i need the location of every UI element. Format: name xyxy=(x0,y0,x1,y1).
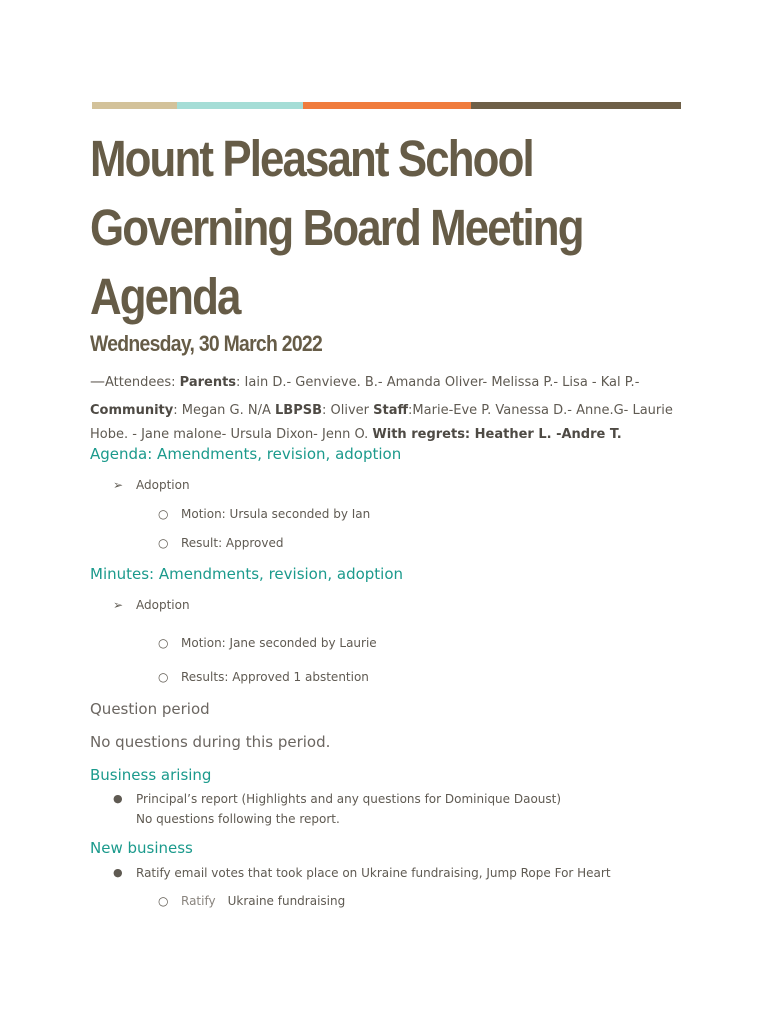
staff-label: Staff xyxy=(373,403,409,418)
attendees-dash: — xyxy=(90,372,105,390)
agenda-item-adoption: Adoption xyxy=(136,478,190,492)
question-period-heading: Question period xyxy=(90,700,210,718)
community-label: Community xyxy=(90,403,174,418)
attendees-prefix: Attendees: xyxy=(105,375,180,390)
staff-names: :Marie-Eve P. Vanessa D.- Anne.G- Laurie xyxy=(408,403,673,418)
bullet-icon: ● xyxy=(113,866,123,879)
staff-names-continued: Hobe. - Jane malone- Ursula Dixon- Jenn O. xyxy=(90,427,373,442)
arrow-bullet-icon: ➢ xyxy=(113,598,124,612)
minutes-heading: Minutes: Amendments, revision, adoption xyxy=(90,565,404,583)
ratify-label: Ratify xyxy=(181,894,216,908)
strip-segment-orange xyxy=(303,102,471,109)
business-arising-heading: Business arising xyxy=(90,766,212,784)
circle-bullet-icon: ○ xyxy=(158,670,169,684)
lbpsb-names: : Oliver xyxy=(322,403,374,418)
arrow-bullet-icon: ➢ xyxy=(113,478,124,492)
minutes-result: Results: Approved 1 abstention xyxy=(181,670,369,684)
title-line-3: Agenda xyxy=(90,268,240,325)
community-names: : Megan G. N/A xyxy=(173,403,276,418)
title-line-2: Governing Board Meeting xyxy=(90,199,583,256)
circle-bullet-icon: ○ xyxy=(158,636,169,650)
new-business-heading: New business xyxy=(90,839,193,857)
ratify-text: Ukraine fundraising xyxy=(227,894,346,908)
bullet-icon: ● xyxy=(113,792,123,805)
circle-bullet-icon: ○ xyxy=(158,894,169,908)
principals-report-note: No questions following the report. xyxy=(136,812,340,826)
principals-report-item: Principal’s report (Highlights and any questions for Dominique Daoust) xyxy=(136,792,562,806)
document-title xyxy=(90,124,606,331)
agenda-result: Result: Approved xyxy=(181,536,284,550)
attendees-line-2 xyxy=(90,399,690,423)
question-period-text: No questions during this period. xyxy=(90,733,331,751)
strip-segment-teal xyxy=(177,102,303,109)
header-color-strip xyxy=(92,102,681,109)
agenda-motion: Motion: Ursula seconded by Ian xyxy=(181,507,371,521)
circle-bullet-icon: ○ xyxy=(158,536,169,550)
circle-bullet-icon: ○ xyxy=(158,507,169,521)
lbpsb-label: LBPSB xyxy=(275,403,323,418)
strip-segment-brown xyxy=(471,102,681,109)
parents-label: Parents xyxy=(179,375,237,390)
agenda-heading: Agenda: Amendments, revision, adoption xyxy=(90,445,402,463)
regrets-text: With regrets: Heather L. -Andre T. xyxy=(372,427,622,442)
ratify-email-votes-item: Ratify email votes that took place on Ukraine fundraising, Jump Rope For Heart xyxy=(136,866,611,880)
attendees-line-1 xyxy=(90,369,690,395)
parents-names: : Iain D.- Genvieve. B.- Amanda Oliver- Melissa P.- Lisa - Kal P.- xyxy=(236,375,640,390)
strip-segment-tan xyxy=(92,102,177,109)
ratify-subitem xyxy=(181,894,345,908)
attendees-block xyxy=(90,369,690,447)
meeting-date: Wednesday, 30 March 2022 xyxy=(90,331,323,356)
minutes-item-adoption: Adoption xyxy=(136,598,190,612)
attendees-line-3 xyxy=(90,423,690,447)
minutes-motion: Motion: Jane seconded by Laurie xyxy=(181,636,377,650)
title-line-1: Mount Pleasant School xyxy=(90,130,533,187)
